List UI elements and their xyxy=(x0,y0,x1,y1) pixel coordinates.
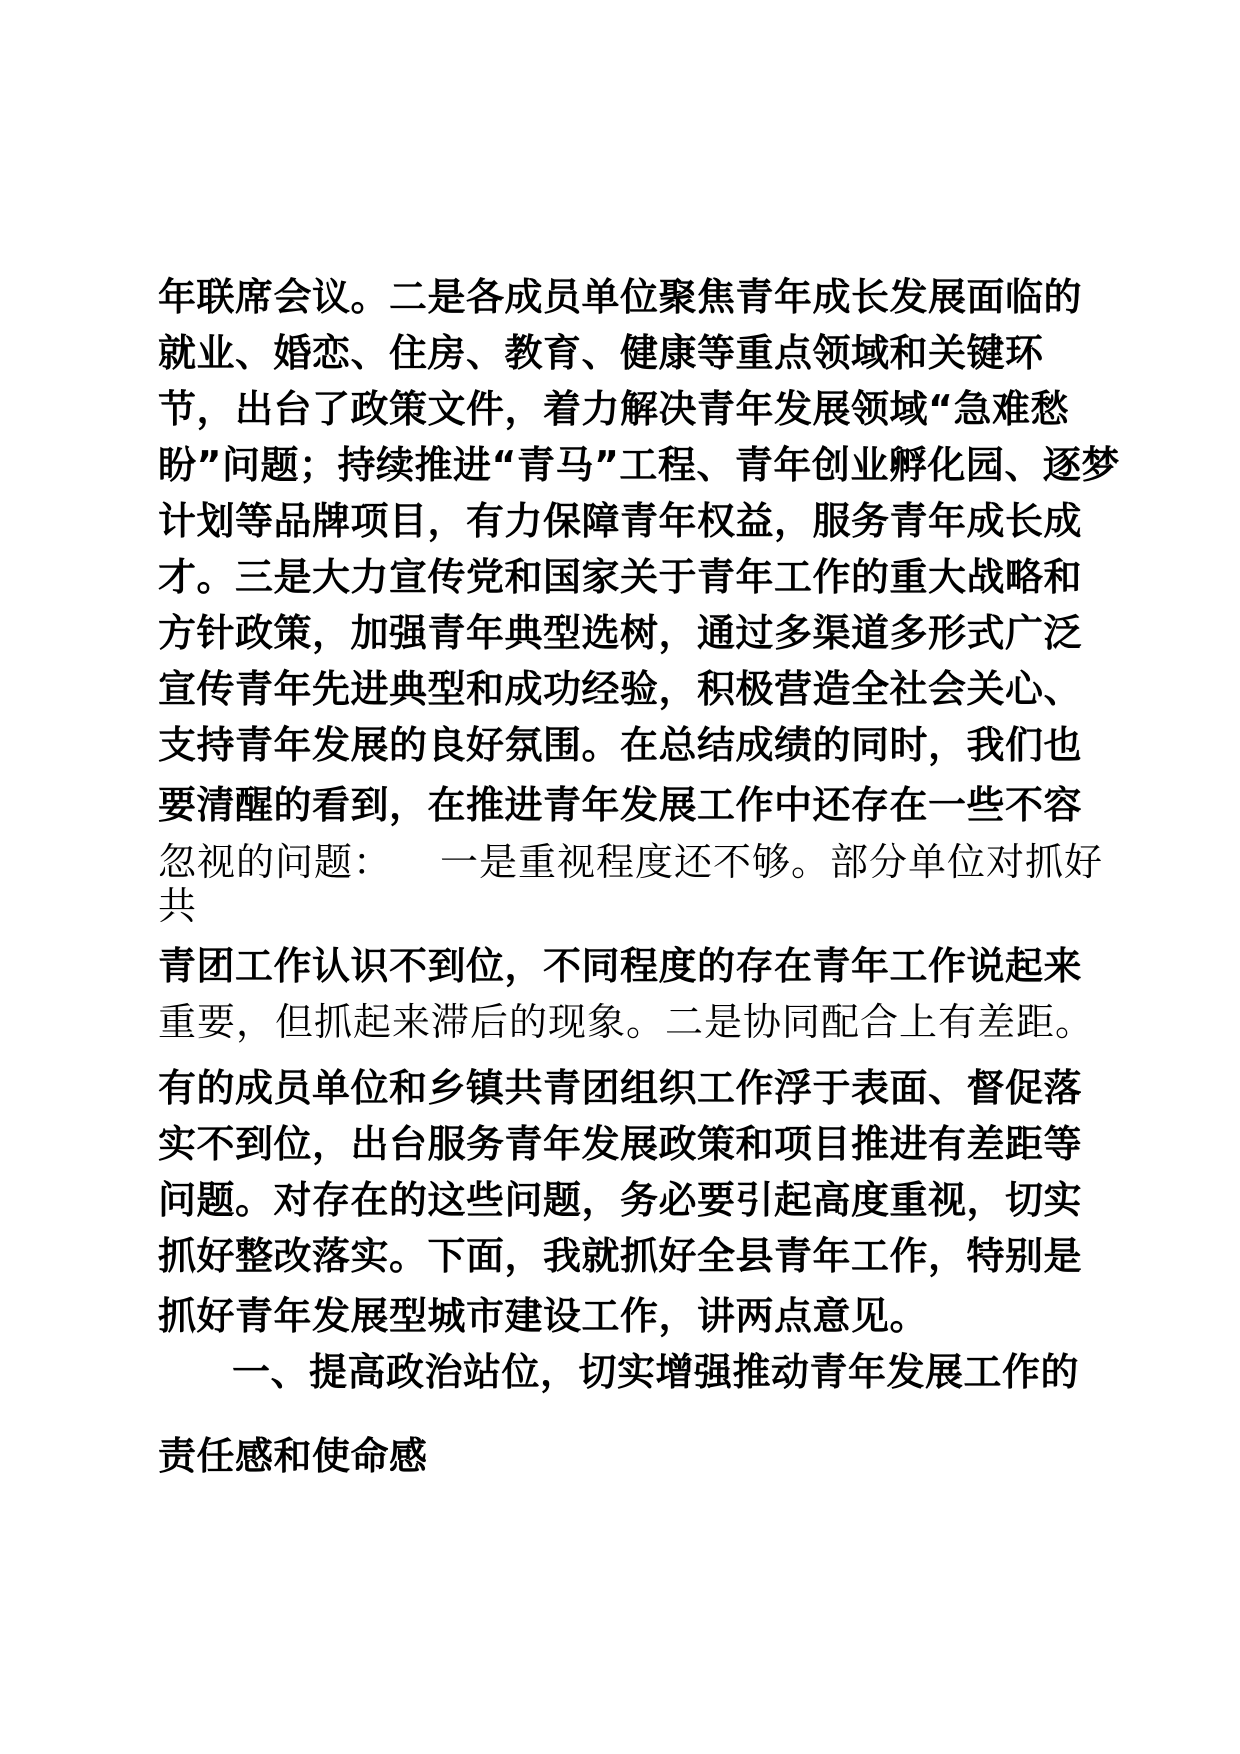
text-line: 计划等品牌项目，有力保障青年权益，服务青年成长成 xyxy=(158,499,1083,543)
text-line: 才。三是大力宣传党和国家关于青年工作的重大战略和 xyxy=(158,555,1083,599)
text-line: 抓好青年发展型城市建设工作，讲两点意见。 xyxy=(158,1294,929,1338)
text-line: 盼”问题；持续推进“青马”工程、青年创业孵化园、逐梦 xyxy=(158,443,1120,487)
text-line: 节，出台了政策文件，着力解决青年发展领域“急难愁 xyxy=(158,387,1069,431)
section-heading: 一、提高政治站位，切实增强推动青年发展工作的 xyxy=(232,1350,1080,1394)
text-line: 问题。对存在的这些问题，务必要引起高度重视，切实 xyxy=(158,1178,1083,1222)
text-line: 重要，但抓起来滞后的现象。二是协同配合上有差距。 xyxy=(158,1000,1095,1044)
text-line: 支持青年发展的良好氛围。在总结成绩的同时，我们也 xyxy=(158,723,1083,767)
text-line: 共 xyxy=(158,884,198,928)
text-line: 要清醒的看到，在推进青年发展工作中还存在一些不容 xyxy=(158,783,1083,827)
text-line: 就业、婚恋、住房、教育、健康等重点领域和关键环 xyxy=(158,331,1044,375)
text-line-mixed xyxy=(158,836,1103,888)
text-line: 抓好整改落实。下面，我就抓好全县青年工作，特别是 xyxy=(158,1234,1083,1278)
text-line: 青团工作认识不到位，不同程度的存在青年工作说起来 xyxy=(158,944,1083,988)
text-fragment: 忽视的问题： xyxy=(158,840,393,884)
section-heading-continued: 责任感和使命感 xyxy=(158,1434,428,1478)
text-line: 宣传青年先进典型和成功经验，积极营造全社会关心、 xyxy=(158,667,1083,711)
text-line: 有的成员单位和乡镇共青团组织工作浮于表面、督促落 xyxy=(158,1066,1083,1110)
text-fragment: 一是重视程度还不够。部分单位对抓好 xyxy=(440,840,1104,884)
text-line: 年联席会议。二是各成员单位聚焦青年成长发展面临的 xyxy=(158,275,1083,319)
text-line: 方针政策，加强青年典型选树，通过多渠道多形式广泛 xyxy=(158,611,1083,655)
text-line: 实不到位，出台服务青年发展政策和项目推进有差距等 xyxy=(158,1122,1083,1166)
